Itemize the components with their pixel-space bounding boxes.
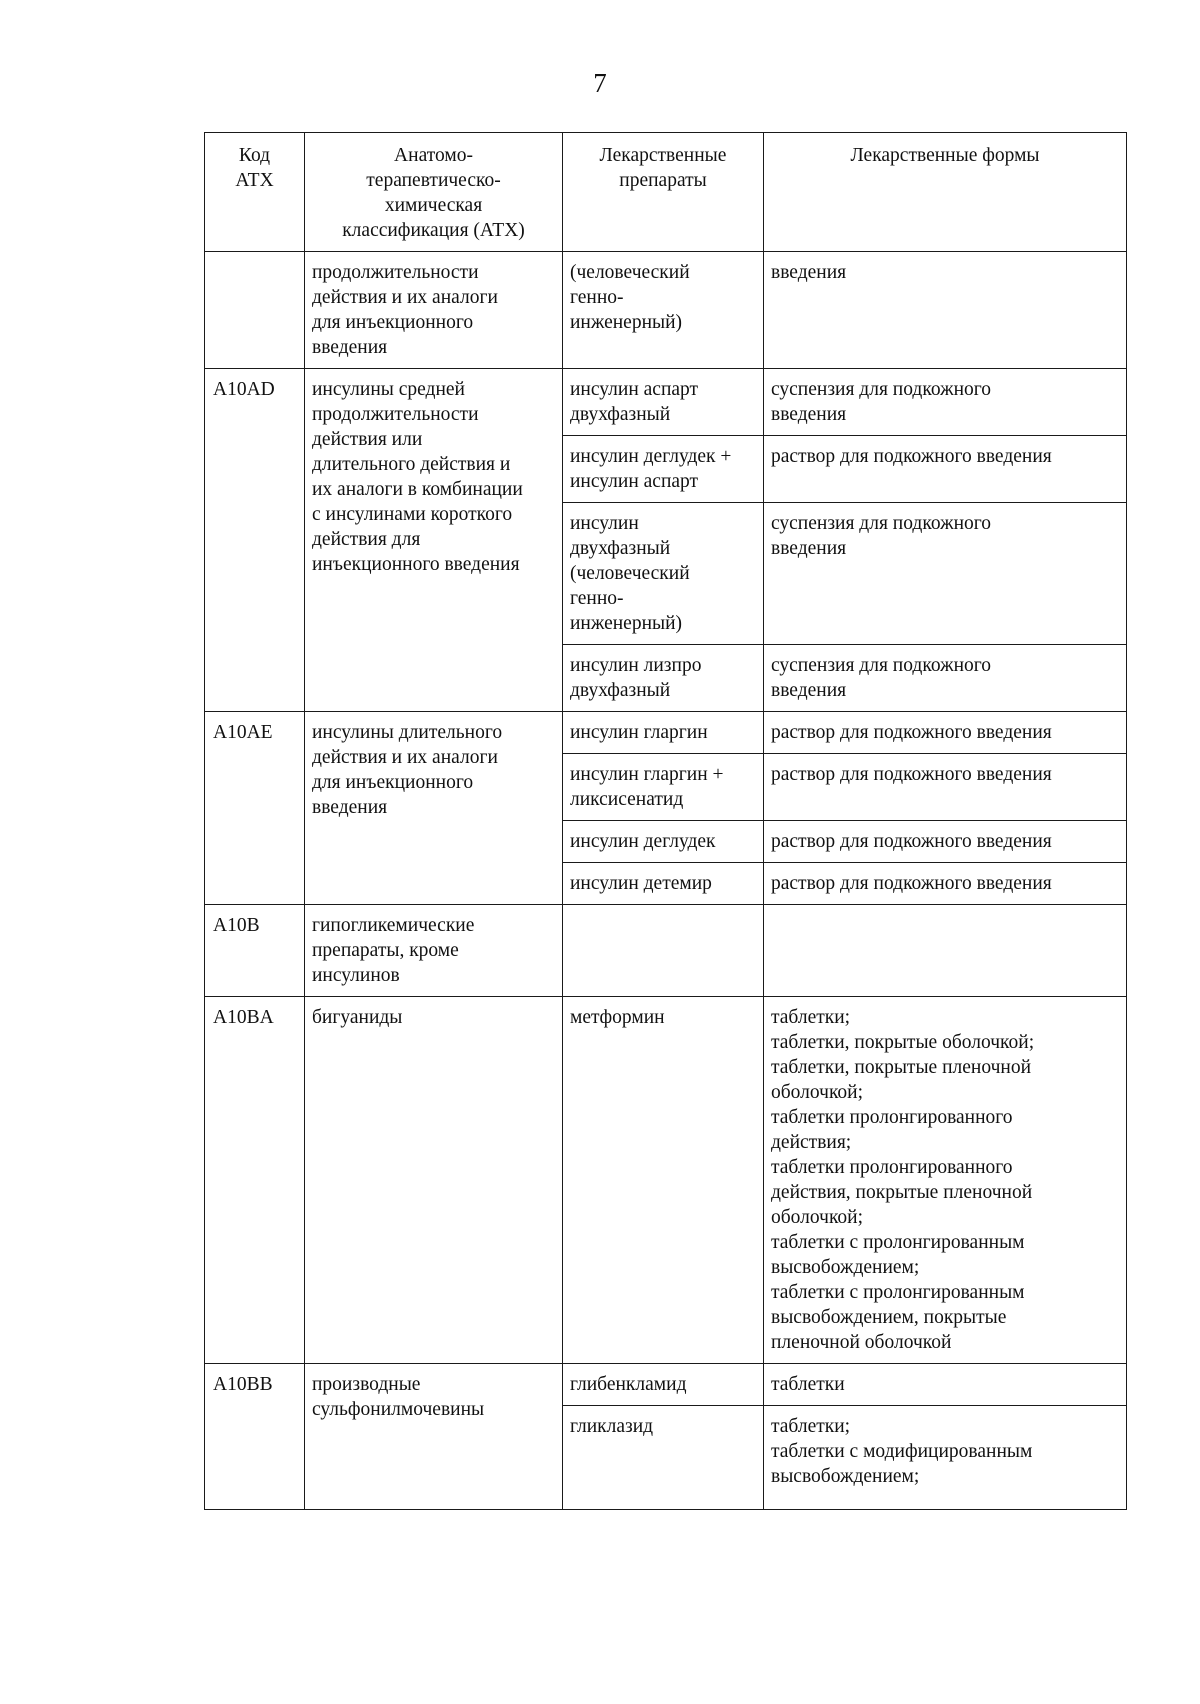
header-row [205,133,1127,252]
drug-name: инсулин гларгин [563,712,764,754]
drug-name: метформин [563,997,764,1364]
table-row [205,997,1127,1364]
drug-name: (человеческий генно- инженерный) [563,252,764,369]
header-drugs: Лекарственные препараты [563,133,764,252]
header-forms: Лекарственные формы [764,133,1127,252]
drug-form: таблетки; таблетки с модифицированным высвобождением; [764,1406,1127,1510]
drug-name: инсулин деглудек + инсулин аспарт [563,436,764,503]
drug-name: инсулин аспарт двухфазный [563,369,764,436]
atx-classification: инсулины длительного действия и их аналоги для инъекционного введения [305,712,563,905]
drug-form: суспензия для подкожного введения [764,645,1127,712]
table-row [205,712,1127,754]
atx-code: A10B [205,905,305,997]
atx-code: A10BA [205,997,305,1364]
page-number: 7 [593,68,607,98]
atx-code: A10AD [205,369,305,712]
drug-form [764,905,1127,997]
drug-name: инсулин лизпро двухфазный [563,645,764,712]
drug-form: суспензия для подкожного введения [764,369,1127,436]
drug-form: раствор для подкожного введения [764,436,1127,503]
drug-form: раствор для подкожного введения [764,712,1127,754]
drug-form: таблетки; таблетки, покрытые оболочкой; таблетки, покрытые пленочной оболочкой; таблетки пролонгированного действия; таблетки пролонгированного действия, покрытые пленочной оболочкой; таблетки с пролонгированным высвобождением; таблетки с пролонгированным высвобождением, покрытые пленочной оболочкой [764,997,1127,1364]
header-code: Код АТХ [205,133,305,252]
drug-form: раствор для подкожного введения [764,821,1127,863]
drug-name [563,905,764,997]
atx-classification: гипогликемические препараты, кроме инсулинов [305,905,563,997]
drug-form: суспензия для подкожного введения [764,503,1127,645]
drug-name: глибенкламид [563,1364,764,1406]
atx-classification: инсулины средней продолжительности действия или длительного действия и их аналоги в комбинации с инсулинами короткого действия для инъекционного введения [305,369,563,712]
drug-name: инсулин детемир [563,863,764,905]
header-classification: Анатомо- терапевтическо- химическая классификация (АТХ) [305,133,563,252]
drug-form: раствор для подкожного введения [764,754,1127,821]
drug-form: таблетки [764,1364,1127,1406]
table-row [205,252,1127,369]
atx-code [205,252,305,369]
atx-code: A10AE [205,712,305,905]
table-row [205,369,1127,436]
drug-name: инсулин деглудек [563,821,764,863]
table-row [205,905,1127,997]
atx-classification: бигуаниды [305,997,563,1364]
drug-name: инсулин гларгин + ликсисенатид [563,754,764,821]
drug-form: раствор для подкожного введения [764,863,1127,905]
table-row [205,1364,1127,1406]
drug-form: введения [764,252,1127,369]
atx-table [204,132,1127,1510]
atx-code: A10BB [205,1364,305,1510]
drug-name: гликлазид [563,1406,764,1510]
atx-classification: продолжительности действия и их аналоги для инъекционного введения [305,252,563,369]
atx-classification: производные сульфонилмочевины [305,1364,563,1510]
drug-name: инсулин двухфазный (человеческий генно- инженерный) [563,503,764,645]
